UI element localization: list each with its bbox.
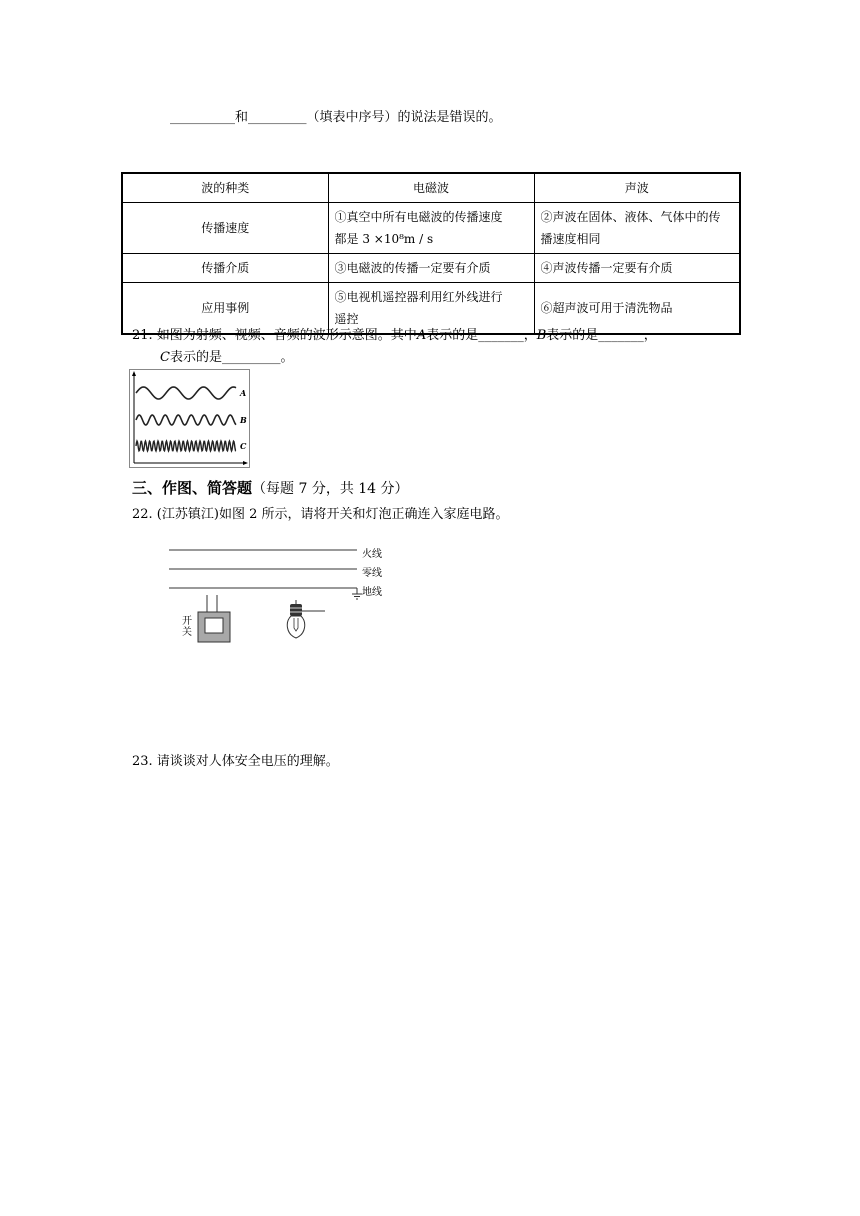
table-row — [122, 254, 740, 283]
switch — [198, 595, 230, 642]
wave-label-c: C — [240, 441, 247, 451]
table-cell: ⑤电视机遥控器利用红外线进行 遥控 — [328, 283, 534, 335]
header-cell: 电磁波 — [328, 173, 534, 203]
q21-text-line1: 21. 如图为射频、视频、音频的波形示意图。其中A表示的是_______，B表示的是_______， — [132, 328, 657, 343]
blank-2: _________ — [248, 110, 307, 125]
wave-c — [136, 441, 236, 451]
switch-label: 开关 — [182, 616, 192, 638]
wave-a — [136, 387, 236, 399]
wave-b — [136, 415, 236, 425]
row-label: 应用事例 — [122, 283, 328, 335]
row-label: 传播介质 — [122, 254, 328, 283]
q22-text: 22. (江苏镇江)如图 2 所示，请将开关和灯泡正确连入家庭电路。 — [132, 507, 509, 522]
table-cell: ②声波在固体、液体、气体中的传 播速度相同 — [534, 203, 740, 254]
q20-fill-line: __________和_________（填表中序号）的说法是错误的。 — [170, 110, 502, 125]
table-cell: ④声波传播一定要有介质 — [534, 254, 740, 283]
table-cell: ①真空中所有电磁波的传播速度 都是 3 ×10⁸m / s — [328, 203, 534, 254]
light-bulb — [287, 600, 325, 638]
table-header-row — [122, 173, 740, 203]
section-3-heading: 三、作图、简答题（每题 7 分，共 14 分） — [132, 479, 409, 497]
table-cell: ③电磁波的传播一定要有介质 — [328, 254, 534, 283]
row-label: 传播速度 — [122, 203, 328, 254]
table-row — [122, 203, 740, 254]
header-cell: 波的种类 — [122, 173, 328, 203]
table-cell: ⑥超声波可用于清洗物品 — [534, 283, 740, 335]
wave-comparison-table — [121, 172, 741, 335]
wave-label-b: B — [240, 415, 247, 425]
q23-text: 23. 请谈谈对人体安全电压的理解。 — [132, 754, 339, 769]
y-axis-arrow — [132, 371, 136, 376]
circuit-figure — [165, 538, 395, 648]
wire-label-ground: 地线 — [362, 587, 382, 598]
q21-text-line2: C表示的是_________。 — [160, 350, 294, 365]
waveform-figure — [129, 369, 251, 469]
ground-symbol — [352, 594, 362, 599]
blank-1: __________ — [170, 110, 235, 125]
wire-label-live: 火线 — [362, 549, 382, 560]
wire-label-neutral: 零线 — [362, 568, 382, 579]
x-axis-arrow — [243, 461, 248, 465]
wave-label-a: A — [240, 388, 247, 398]
header-cell: 声波 — [534, 173, 740, 203]
